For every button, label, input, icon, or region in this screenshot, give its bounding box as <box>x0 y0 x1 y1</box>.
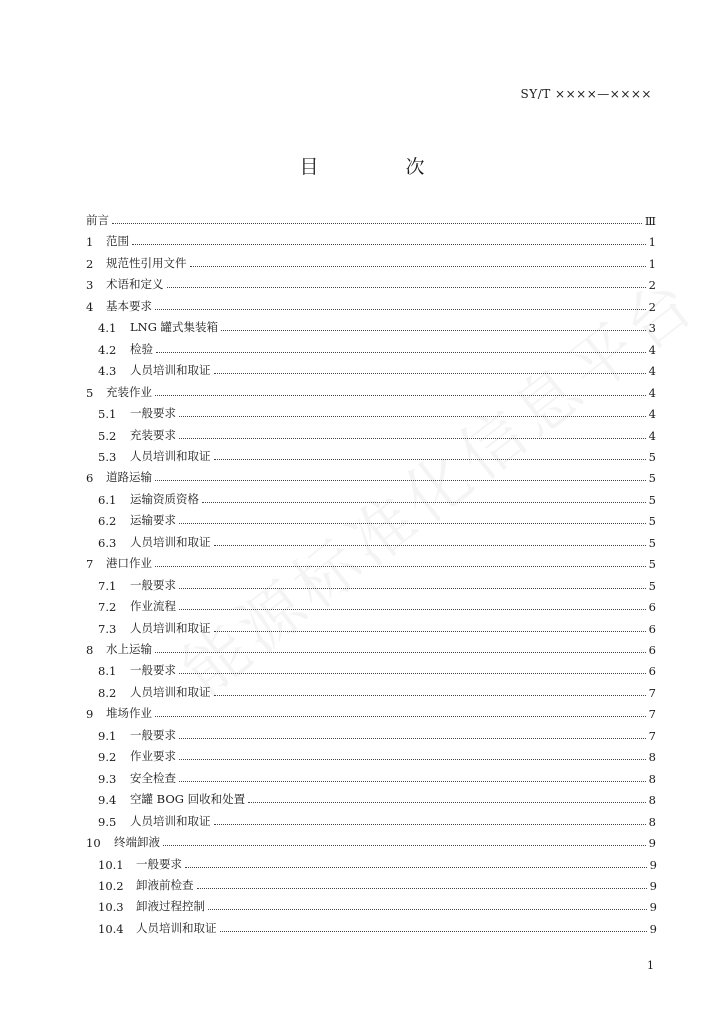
toc-entry[interactable] <box>98 594 656 614</box>
toc-entry-number: 6.3 <box>98 535 117 550</box>
toc-entry-label: 作业流程 <box>130 599 176 614</box>
toc-entry-label: 一般要求 <box>130 577 176 592</box>
toc-leader-dots <box>214 631 646 632</box>
toc-entry-label: 运输要求 <box>130 513 176 528</box>
toc-entry-number: 4 <box>86 299 94 314</box>
page-number: 1 <box>647 959 654 972</box>
toc-entry-label: 一般要求 <box>136 856 182 871</box>
toc-leader-dots <box>197 888 647 889</box>
toc-entry-label: LNG 罐式集装箱 <box>130 320 219 335</box>
toc-entry-label: 检验 <box>130 341 153 356</box>
toc-entry-number: 9 <box>86 707 94 722</box>
toc-leader-dots <box>214 373 646 374</box>
toc-entry-page: 2 <box>648 299 656 314</box>
toc-entry[interactable] <box>98 723 656 743</box>
toc-leader-dots <box>155 480 646 481</box>
toc-entry[interactable] <box>98 658 656 678</box>
toc-entry-page: 4 <box>648 385 656 400</box>
toc-entry-page: 8 <box>648 771 656 786</box>
toc-entry-label: 人员培训和取证 <box>130 448 211 463</box>
toc-entry-number: 9.2 <box>98 750 117 765</box>
toc-entry-number: 10.2 <box>98 878 124 893</box>
toc-entry-page: 9 <box>649 878 657 893</box>
toc-leader-dots <box>179 523 646 524</box>
toc-entry-page: 4 <box>648 428 656 443</box>
toc-entry-label: 一般要求 <box>130 406 176 421</box>
toc-entry-label: 充装作业 <box>106 384 152 399</box>
toc-entry-label: 基本要求 <box>106 298 152 313</box>
toc-entry-number: 5.2 <box>98 428 117 443</box>
toc-leader-dots <box>155 309 646 310</box>
toc-entry-label: 前言 <box>86 213 109 227</box>
toc-leader-dots <box>214 545 646 546</box>
toc-entry-label: 人员培训和取证 <box>130 620 211 635</box>
toc-leader-dots <box>190 266 646 267</box>
toc-entry[interactable] <box>86 208 656 228</box>
toc-entry-label: 卸液过程控制 <box>136 899 205 914</box>
toc-entry-label: 运输资质资格 <box>130 491 199 506</box>
toc-entry-label: 人员培训和取证 <box>130 363 211 378</box>
toc-entry-number: 6.2 <box>98 514 117 529</box>
toc-entry-page: 4 <box>648 407 656 422</box>
toc-leader-dots <box>248 802 646 803</box>
toc-entry-page: 2 <box>648 278 656 293</box>
toc-entry-label: 人员培训和取证 <box>130 684 211 699</box>
toc-entry-page: 6 <box>648 621 656 636</box>
toc-entry-page: 5 <box>648 514 656 529</box>
toc-leader-dots <box>112 223 642 224</box>
toc-entry-label: 一般要求 <box>130 727 176 742</box>
toc-entry[interactable] <box>98 680 656 700</box>
toc-entry[interactable] <box>98 744 656 764</box>
toc-entry-number: 9.3 <box>98 771 117 786</box>
toc-entry-page: 8 <box>648 793 656 808</box>
toc-leader-dots <box>179 609 646 610</box>
toc-leader-dots <box>221 330 646 331</box>
toc-leader-dots <box>202 502 646 503</box>
toc-entry-number: 8.2 <box>98 685 117 700</box>
toc-entry-number: 1 <box>86 235 94 250</box>
document-code: SY/T ××××—×××× <box>520 87 652 101</box>
toc-entry-label: 范围 <box>106 234 129 249</box>
toc-leader-dots <box>214 695 646 696</box>
page-title: 目 次 <box>299 156 459 178</box>
toc-entry-page: 8 <box>648 750 656 765</box>
toc-leader-dots <box>155 652 646 653</box>
toc-leader-dots <box>214 459 646 460</box>
toc-entry-page: 7 <box>648 685 656 700</box>
toc-leader-dots <box>163 845 646 846</box>
toc-leader-dots <box>214 824 646 825</box>
toc-entry-label: 作业要求 <box>130 749 176 764</box>
toc-entry-label: 安全检查 <box>130 770 176 785</box>
toc-entry[interactable] <box>86 637 656 657</box>
toc-entry-number: 7.2 <box>98 600 117 615</box>
toc-entry-page: 5 <box>648 557 656 572</box>
toc-entry-label: 人员培训和取证 <box>130 534 211 549</box>
toc-entry[interactable] <box>98 573 656 593</box>
toc-leader-dots <box>179 673 646 674</box>
toc-leader-dots <box>179 438 646 439</box>
toc-entry-page: 5 <box>648 492 656 507</box>
toc-entry-number: 9.5 <box>98 814 117 829</box>
toc-entry-label: 卸液前检查 <box>136 877 194 892</box>
toc-entry-number: 7.3 <box>98 621 117 636</box>
toc-entry-number: 10 <box>86 836 101 851</box>
toc-entry[interactable] <box>98 916 657 936</box>
toc-entry-number: 7.1 <box>98 578 117 593</box>
toc-leader-dots <box>167 287 646 288</box>
toc-entry-page: 7 <box>648 728 656 743</box>
toc-entry[interactable] <box>98 766 656 786</box>
toc-entry-page: 4 <box>648 342 656 357</box>
toc-entry-label: 水上运输 <box>106 642 152 656</box>
toc-entry[interactable] <box>86 229 656 249</box>
toc-entry-label: 术语和定义 <box>106 277 164 292</box>
toc-entry-page: 5 <box>648 578 656 593</box>
toc-entry-page: 6 <box>648 600 656 615</box>
toc-entry[interactable] <box>98 423 656 443</box>
toc-entry[interactable] <box>98 530 656 550</box>
toc-entry[interactable] <box>98 401 656 421</box>
toc-entry[interactable] <box>86 380 656 400</box>
toc-leader-dots <box>208 909 647 910</box>
toc-entry-page: 8 <box>648 814 656 829</box>
toc-entry-number: 8.1 <box>98 664 117 679</box>
toc-entry-page: 5 <box>648 535 656 550</box>
toc-entry-page: 5 <box>648 471 656 486</box>
toc-leader-dots <box>220 931 647 932</box>
toc-entry-number: 8 <box>86 643 94 657</box>
toc-entry-label: 空罐 BOG 回收和处置 <box>130 792 246 807</box>
toc-entry-label: 道路运输 <box>106 470 152 485</box>
toc-leader-dots <box>179 588 646 589</box>
toc-entry-label: 规范性引用文件 <box>106 255 187 270</box>
toc-entry-number: 5.3 <box>98 449 117 464</box>
toc-entry-number: 9.4 <box>98 793 117 808</box>
toc-entry[interactable] <box>98 809 656 829</box>
toc-entry-page: 9 <box>649 900 657 915</box>
toc-entry[interactable] <box>98 487 656 507</box>
toc-entry-label: 一般要求 <box>130 663 176 678</box>
toc-entry-page: 4 <box>648 364 656 379</box>
toc-entry[interactable] <box>98 358 656 378</box>
toc-leader-dots <box>179 781 646 782</box>
toc-entry[interactable] <box>86 701 656 721</box>
toc-leader-dots <box>155 395 646 396</box>
toc-entry[interactable] <box>86 551 656 571</box>
toc-leader-dots <box>179 416 646 417</box>
toc-entry-label: 终端卸液 <box>114 835 160 850</box>
toc-entry[interactable] <box>98 616 656 636</box>
toc-entry-page: 7 <box>648 707 656 722</box>
toc-entry[interactable] <box>98 787 656 807</box>
toc-entry-label: 充装要求 <box>130 427 176 442</box>
toc-entry-page: 6 <box>648 664 656 679</box>
toc-leader-dots <box>179 738 646 739</box>
toc-entry-page: 5 <box>648 449 656 464</box>
toc-entry-page: 3 <box>648 321 656 336</box>
toc-entry[interactable] <box>98 337 656 357</box>
toc-leader-dots <box>156 352 646 353</box>
toc-leader-dots <box>179 759 646 760</box>
toc-entry-number: 4.1 <box>98 321 117 336</box>
toc-entry-page: 9 <box>648 836 656 851</box>
toc-entry[interactable] <box>86 251 656 271</box>
toc-entry[interactable] <box>86 294 656 314</box>
toc-leader-dots <box>155 716 646 717</box>
toc-entry-number: 5 <box>86 385 94 400</box>
toc-entry-label: 人员培训和取证 <box>136 920 217 935</box>
toc-entry[interactable] <box>98 315 656 335</box>
toc-entry-number: 5.1 <box>98 407 117 422</box>
toc-entry[interactable] <box>98 444 656 464</box>
toc-entry-number: 10.4 <box>98 921 124 936</box>
toc-entry-number: 3 <box>86 278 94 293</box>
toc-entry-page: 9 <box>649 921 657 936</box>
toc-entry-number: 6.1 <box>98 492 117 507</box>
toc-entry-label: 堆场作业 <box>106 706 152 721</box>
toc-leader-dots <box>155 566 646 567</box>
toc-entry-page: 9 <box>649 857 657 872</box>
toc-entry-page: Ⅲ <box>644 214 656 228</box>
toc-entry[interactable] <box>98 508 656 528</box>
toc-leader-dots <box>132 244 646 245</box>
toc-entry-number: 10.3 <box>98 900 124 915</box>
toc-entry-label: 人员培训和取证 <box>130 813 211 828</box>
toc-entry[interactable] <box>98 894 657 914</box>
toc-entry-label: 港口作业 <box>106 556 152 571</box>
toc-entry-number: 4.2 <box>98 342 117 357</box>
toc-entry-number: 10.1 <box>98 857 124 872</box>
toc-entry-number: 9.1 <box>98 728 117 743</box>
toc-entry[interactable] <box>98 873 657 893</box>
toc-leader-dots <box>185 867 647 868</box>
toc-entry-page: 6 <box>648 643 656 657</box>
toc-entry-page: 1 <box>648 256 656 271</box>
toc-entry-number: 4.3 <box>98 364 117 379</box>
toc-entry[interactable] <box>86 830 656 850</box>
toc-entry-number: 6 <box>86 471 94 486</box>
toc-entry[interactable] <box>98 852 657 872</box>
toc-entry[interactable] <box>86 272 656 292</box>
toc-entry-page: 1 <box>648 235 656 250</box>
toc-entry[interactable] <box>86 465 656 485</box>
toc-entry-number: 2 <box>86 256 94 271</box>
toc-entry-number: 7 <box>86 557 94 572</box>
